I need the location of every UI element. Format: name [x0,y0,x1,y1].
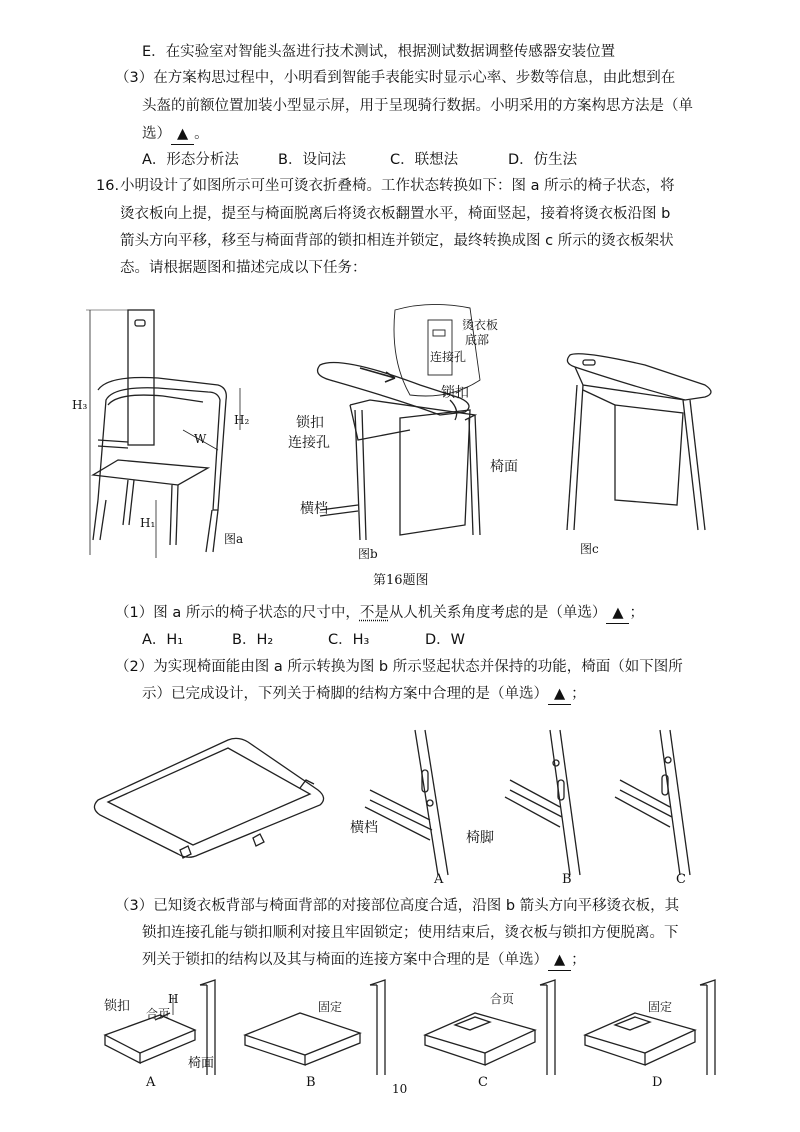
fig-b-lock-hole-1: 锁扣 [296,415,324,431]
q15-sub3-line3 [142,124,209,145]
sub2-leg-label: 椅脚 [466,830,494,846]
sub2-option-b: B [562,872,572,887]
fig-a-label: 图a [224,532,244,546]
figure-a-chair [68,300,268,565]
fig-b-lock-hole-2: 连接孔 [288,435,330,451]
q15-sub3-line3-post: 。 [194,126,209,142]
q16-sub1-post: 从人机关系角度考虑的是（单选） [388,605,607,621]
q16-intro-line2: 烫衣板向上提，提至与椅面脱离后将烫衣板翻置水平，椅面竖起，接着将烫衣板沿图 b [120,206,671,222]
sub3-fixed-label-d: 固定 [648,1000,673,1014]
fig-b-seat: 椅面 [490,459,518,475]
sub3-fixed-label-b: 固定 [318,1000,343,1014]
answer-triangle: ▲ [177,126,189,142]
q16-sub3-line2: 锁扣连接孔能与锁扣顺利对接且牢固锁定；使用结束后，烫衣板与锁扣方便脱离。下 [142,925,679,941]
q16-sub1-emphasis: 不是 [359,605,389,621]
q15-sub3-line2: 头盔的前额位置加装小型显示屏，用于呈现骑行数据。小明采用的方案构思方法是（单 [142,98,693,114]
q15-sub3-line1: （3）在方案构思过程中，小明看到智能手表能实时显示心率、步数等信息，由此想到在 [115,70,676,86]
q15-option-d: D．仿生法 [508,152,578,168]
figure-b-chair [300,300,525,550]
q16-number: 16. [96,178,120,194]
sub3-h-label: H [168,992,179,1006]
q16-sub1-option-d: D．W [425,632,466,648]
q16-intro-line4: 态。请根据题图和描述完成以下任务： [120,260,367,276]
dim-w: W [194,432,207,446]
q16-sub3-line3-text: 列关于锁扣的结构以及其与椅面的连接方案中合理的是（单选） [142,952,548,968]
answer-blank [548,684,571,705]
q15-option-b: B．设问法 [278,152,346,168]
q16-intro-line3: 箭头方向平移，移至与椅面背部的锁扣相连并锁定，最终转换成图 c 所示的烫衣板架状 [120,233,674,249]
answer-triangle: ▲ [554,686,566,702]
sub3-option-c: C [478,1075,488,1090]
sub3-option-a: A [146,1075,156,1090]
fig-b-board-bottom2: 底部 [465,333,490,347]
q16-sub1-option-c: C．H₃ [328,632,370,648]
sub3-hinge-label-a: 合页 [146,1007,171,1021]
figure-caption: 第16题图 [373,573,429,588]
q15-option-e: E．在实验室对智能头盔进行技术测试，根据测试数据调整传感器安装位置 [142,44,616,60]
q16-sub2-line1: （2）为实现椅面能由图 a 所示转换为图 b 所示竖起状态并保持的功能，椅面（如下图所 [115,659,683,675]
answer-blank [548,950,571,971]
fig-b-board-bottom: 烫衣板 [462,318,499,332]
q15-option-a: A．形态分析法 [142,152,239,168]
q16-sub3-line1: （3）已知烫衣板背部与椅面背部的对接部位高度合适，沿图 b 箭头方向平移烫衣板，其 [115,898,680,914]
seat-drawing [88,730,333,865]
sub3-option-b: B [306,1075,316,1090]
q16-sub3-line3: 列关于锁扣的结构以及其与椅面的连接方案中合理的是（单选） ▲ ； [142,950,586,971]
q16-sub1: （1）图 a 所示的椅子状态的尺寸中，不是从人机关系角度考虑的是（单选） ▲ ； [115,603,644,624]
sub3-hinge-label-c: 合页 [490,992,515,1006]
q16-intro-line1: 小明设计了如图所示可坐可烫衣折叠椅。工作状态转换如下：图 a 所示的椅子状态，将 [120,178,675,194]
q16-sub1-option-b: B．H₂ [232,632,274,648]
q16-sub2-line2-text: 示）已完成设计，下列关于椅脚的结构方案中合理的是（单选） [142,686,548,702]
answer-blank [606,603,629,624]
sub3-lock-label: 锁扣 [104,999,131,1014]
answer-triangle: ▲ [554,952,566,968]
sub2-crossbar-label: 横档 [350,820,378,836]
q16-sub1-pre: （1）图 a 所示的椅子状态的尺寸中， [115,605,360,621]
q15-sub3-line3-pre: 选） [142,126,171,142]
sub3-seat-label: 椅面 [188,1056,215,1071]
sub3-option-d: D [652,1075,663,1090]
q15-option-c: C．联想法 [390,152,459,168]
sub2-option-a: A [434,872,444,887]
dim-h3: H₃ [72,398,88,412]
dim-h1: H₁ [140,516,156,530]
dim-h2: H₂ [234,413,250,427]
fig-b-connect-hole-small: 连接孔 [430,350,467,364]
sub2-option-c: C [676,872,686,887]
q16-sub1-option-a: A．H₁ [142,632,184,648]
q16-sub2-line2: 示）已完成设计，下列关于椅脚的结构方案中合理的是（单选） ▲ ； [142,684,586,705]
fig-b-lock: 锁扣 [441,385,469,401]
fig-b-crossbar: 横档 [300,501,328,517]
leg-options-drawing [360,725,710,885]
answer-blank [171,124,194,145]
answer-triangle: ▲ [612,605,624,621]
page-number: 10 [392,1082,408,1096]
fig-b-label: 图b [358,547,378,561]
figure-c-chair [555,345,720,535]
fig-c-label: 图c [580,542,599,556]
